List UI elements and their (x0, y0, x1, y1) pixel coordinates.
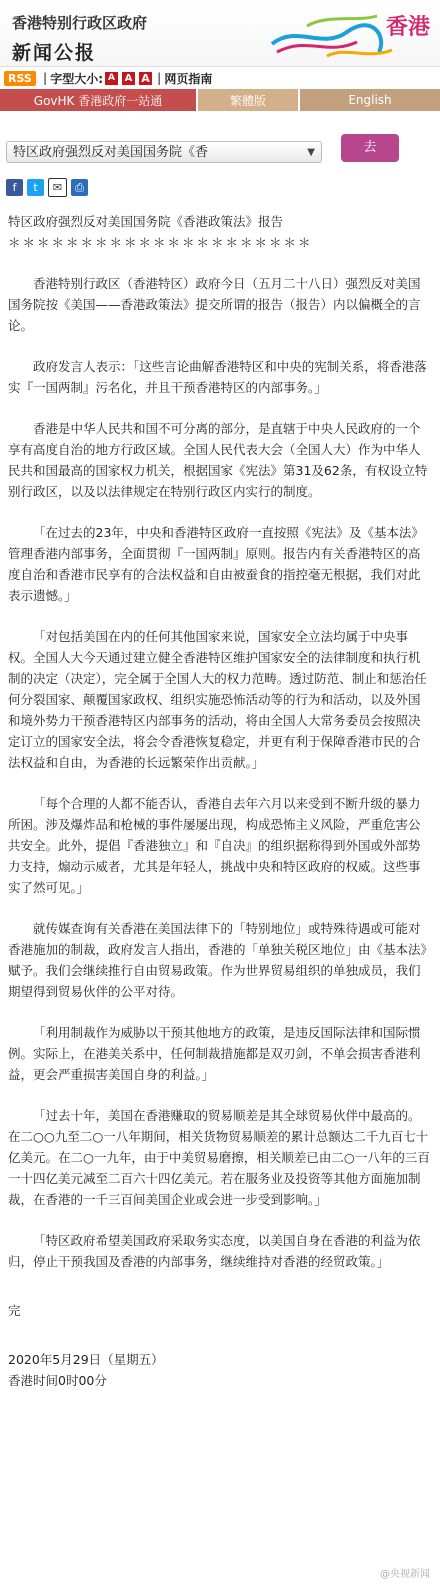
paragraph: 香港是中华人民共和国不可分离的部分，是直辖于中央人民政府的一个享有高度自治的地方行政区域。全国人民代表大会（全国人大）作为中华人民共和国最高的国家权力机关，根据国家《宪法》第31及62条，有权设立特别行政区，以及以法律规定在特别行政区内实行的制度。 (8, 421, 428, 499)
paragraph: 「对包括美国在内的任何其他国家来说，国家安全立法均属于中央事权。全国人大今天通过建立健全香港特区维护国家安全的法律制度和执行机制的决定（决定），完全属于全国人大的权力范畴。透过防范、制止和惩治任何分裂国家、颠覆国家政权、组织实施恐怖活动等的行为和活动，以及外国和境外势力干预香港特区内部事务的活动，将由全国人大常务委员会按照决定订立的国家安全法，将会令香港恢复稳定，并更有利于保障香港市民的合法权益和自由，为香港的长远繁荣作出贡献。」 (8, 629, 427, 770)
release-time: 香港时间0时00分 (8, 1373, 107, 1388)
article-selector-row (0, 133, 440, 175)
title-divider: ＊＊＊＊＊＊＊＊＊＊＊＊＊＊＊＊＊＊＊＊＊ (8, 235, 313, 250)
english-link[interactable]: English (300, 89, 440, 111)
toolbar (0, 66, 440, 89)
email-icon[interactable]: ✉ (48, 178, 67, 197)
article-select[interactable] (6, 141, 322, 163)
watermark: @央视新闻 (380, 1569, 430, 1580)
font-size-label: 字型大小: (50, 71, 104, 86)
divider: | (157, 71, 162, 85)
rss-link[interactable]: RSS (4, 71, 36, 86)
font-large-button[interactable]: A (139, 72, 152, 85)
paragraph: 「过去十年，美国在香港赚取的贸易顺差是其全球贸易伙伴中最高的。在二○○九至二○一八年期间，相关货物贸易顺差的累计总额达二千九百七十亿美元。在二○一九年，由于中美贸易磨擦，相关顺差已由二○一八年的三百一十四亿美元减至二百六十四亿美元。若在服务业及投资等其他方面施加制裁，在香港的一千三百间美国企业或会进一步受到影响。」 (8, 1108, 430, 1207)
release-date: 2020年5月29日（星期五） (8, 1352, 164, 1367)
paragraph: 香港特别行政区（香港特区）政府今日（五月二十八日）强烈反对美国国务院按《美国——香港政策法》提交所谓的报告（报告）内以偏概全的言论。 (8, 276, 421, 333)
article-select-value: 特区政府强烈反对美国国务院《香 (13, 145, 209, 160)
twitter-icon[interactable]: t (27, 179, 44, 196)
end-mark: 完 (8, 1303, 21, 1318)
facebook-icon[interactable]: f (6, 179, 23, 196)
paragraph: 「每个合理的人都不能否认，香港自去年六月以来受到不断升级的暴力所困。涉及爆炸品和枪械的事件屡屡出现，构成恐怖主义风险，严重危害公共安全。此外，提倡『香港独立』和『自决』的组织据称得到外国或外部势力支持，煽动示威者，尤其是年轻人，挑战中央和特区政府的权威。这些事实了然可见。」 (8, 796, 421, 895)
paragraph: 「特区政府希望美国政府采取务实态度，以美国自身在香港的利益为依归，停止干预我国及香港的内部事务，继续维持对香港的经贸政策。」 (8, 1233, 421, 1269)
paragraph: 就传媒查询有关香港在美国法律下的「特别地位」或特殊待遇或可能对香港施加的制裁，政府发言人指出，香港的「单独关税区地位」由《基本法》赋予。我们会继续推行自由贸易政策。作为世界贸易组织的单独成员，我们期望得到贸易伙伴的公平对待。 (8, 921, 427, 999)
nav-bar (0, 89, 440, 111)
paragraph: 「利用制裁作为威胁以干预其他地方的政策，是违反国际法律和国际惯例。实际上，在港美关系中，任何制裁措施都是双刃剑，不单会损害香港利益，更会严重损害美国自身的利益。」 (8, 1025, 421, 1082)
brand-text: 香港 (385, 15, 430, 40)
govhk-link[interactable]: GovHK 香港政府一站通 (0, 89, 196, 111)
section-title: 新闻公报 (12, 42, 97, 64)
chevron-down-icon: ▼ (307, 147, 315, 158)
article-body (0, 199, 440, 1391)
font-medium-button[interactable]: A (122, 72, 135, 85)
gov-name: 香港特别行政区政府 (12, 14, 148, 32)
go-button[interactable]: 去 (341, 134, 399, 162)
traditional-link[interactable]: 繁體版 (198, 89, 298, 111)
divider: | (42, 71, 48, 85)
paragraph: 政府发言人表示：「这些言论曲解香港特区和中央的宪制关系，将香港落实『一国两制』污名化，并且干预香港特区的内部事务。」 (8, 359, 427, 395)
print-icon[interactable]: ⎙ (71, 179, 88, 196)
brand-logo[interactable] (267, 6, 432, 62)
web-guide-link[interactable]: 网页指南 (164, 71, 213, 86)
font-small-button[interactable]: A (105, 72, 118, 85)
article-title: 特区政府强烈反对美国国务院《香港政策法》报告 (8, 214, 284, 229)
page-header (0, 0, 440, 66)
share-bar (0, 175, 440, 199)
paragraph: 「在过去的23年，中央和香港特区政府一直按照《宪法》及《基本法》管理香港内部事务，全面贯彻『一国两制』原则。报告内有关香港特区的高度自治和香港市民享有的合法权益和自由被蚕食的指控毫无根据，我们对此表示遗憾。」 (8, 525, 424, 603)
